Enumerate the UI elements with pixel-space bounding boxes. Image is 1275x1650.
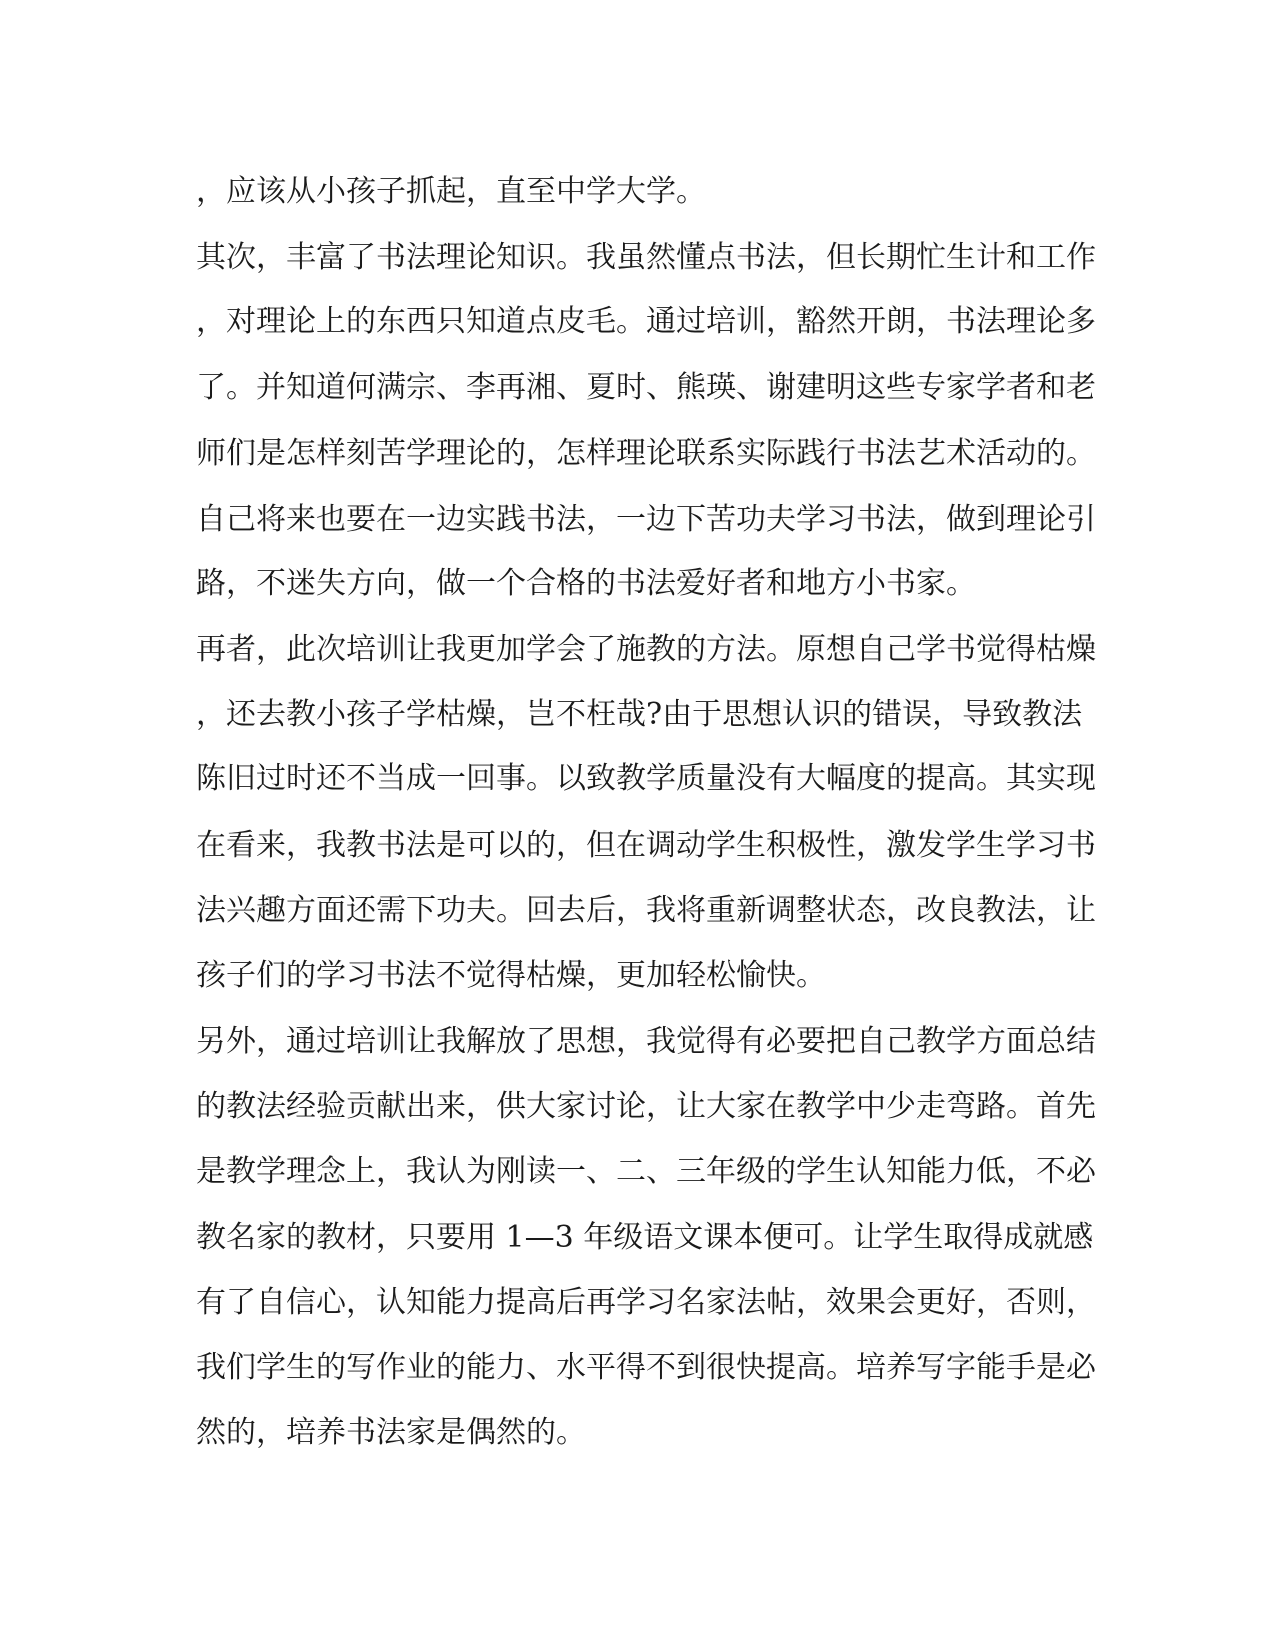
text-line: 然的，培养书法家是偶然的。 xyxy=(196,1415,586,1450)
text-line: 另外，通过培训让我解放了思想，我觉得有必要把自己教学方面总结 xyxy=(196,1024,1096,1059)
text-line: 是教学理念上，我认为刚读一、二、三年级的学生认知能力低，不必 xyxy=(196,1154,1096,1189)
text-line: 法兴趣方面还需下功夫。回去后，我将重新调整状态，改良教法，让 xyxy=(196,893,1096,928)
text-line: 在看来，我教书法是可以的，但在调动学生积极性，激发学生学习书 xyxy=(196,828,1096,863)
text-line: ，对理论上的东西只知道点皮毛。通过培训，豁然开朗，书法理论多 xyxy=(196,304,1096,339)
text-line: ，应该从小孩子抓起，直至中学大学。 xyxy=(196,174,706,209)
text-line: 其次，丰富了书法理论知识。我虽然懂点书法，但长期忙生计和工作 xyxy=(196,240,1096,275)
text-line: 有了自信心，认知能力提高后再学习名家法帖，效果会更好，否则， xyxy=(196,1285,1096,1320)
text-line: ，还去教小孩子学枯燥，岂不枉哉?由于思想认识的错误，导致教法 xyxy=(196,697,1083,732)
text-line: 的教法经验贡献出来，供大家讨论，让大家在教学中少走弯路。首先 xyxy=(196,1089,1096,1124)
text-line: 路，不迷失方向，做一个合格的书法爱好者和地方小书家。 xyxy=(196,566,976,601)
text-line: 教名家的教材，只要用 1—3 年级语文课本便可。让学生取得成就感 xyxy=(196,1220,1094,1255)
text-line: 自己将来也要在一边实践书法，一边下苦功夫学习书法，做到理论引 xyxy=(196,502,1096,537)
text-line: 再者，此次培训让我更加学会了施教的方法。原想自己学书觉得枯燥 xyxy=(196,632,1096,667)
text-line: 师们是怎样刻苦学理论的，怎样理论联系实际践行书法艺术活动的。 xyxy=(196,436,1096,471)
text-line: 孩子们的学习书法不觉得枯燥，更加轻松愉快。 xyxy=(196,958,826,993)
text-line: 我们学生的写作业的能力、水平得不到很快提高。培养写字能手是必 xyxy=(196,1350,1096,1385)
text-line: 了。并知道何满宗、李再湘、夏时、熊瑛、谢建明这些专家学者和老 xyxy=(196,370,1096,405)
text-line: 陈旧过时还不当成一回事。以致教学质量没有大幅度的提高。其实现 xyxy=(196,761,1096,796)
